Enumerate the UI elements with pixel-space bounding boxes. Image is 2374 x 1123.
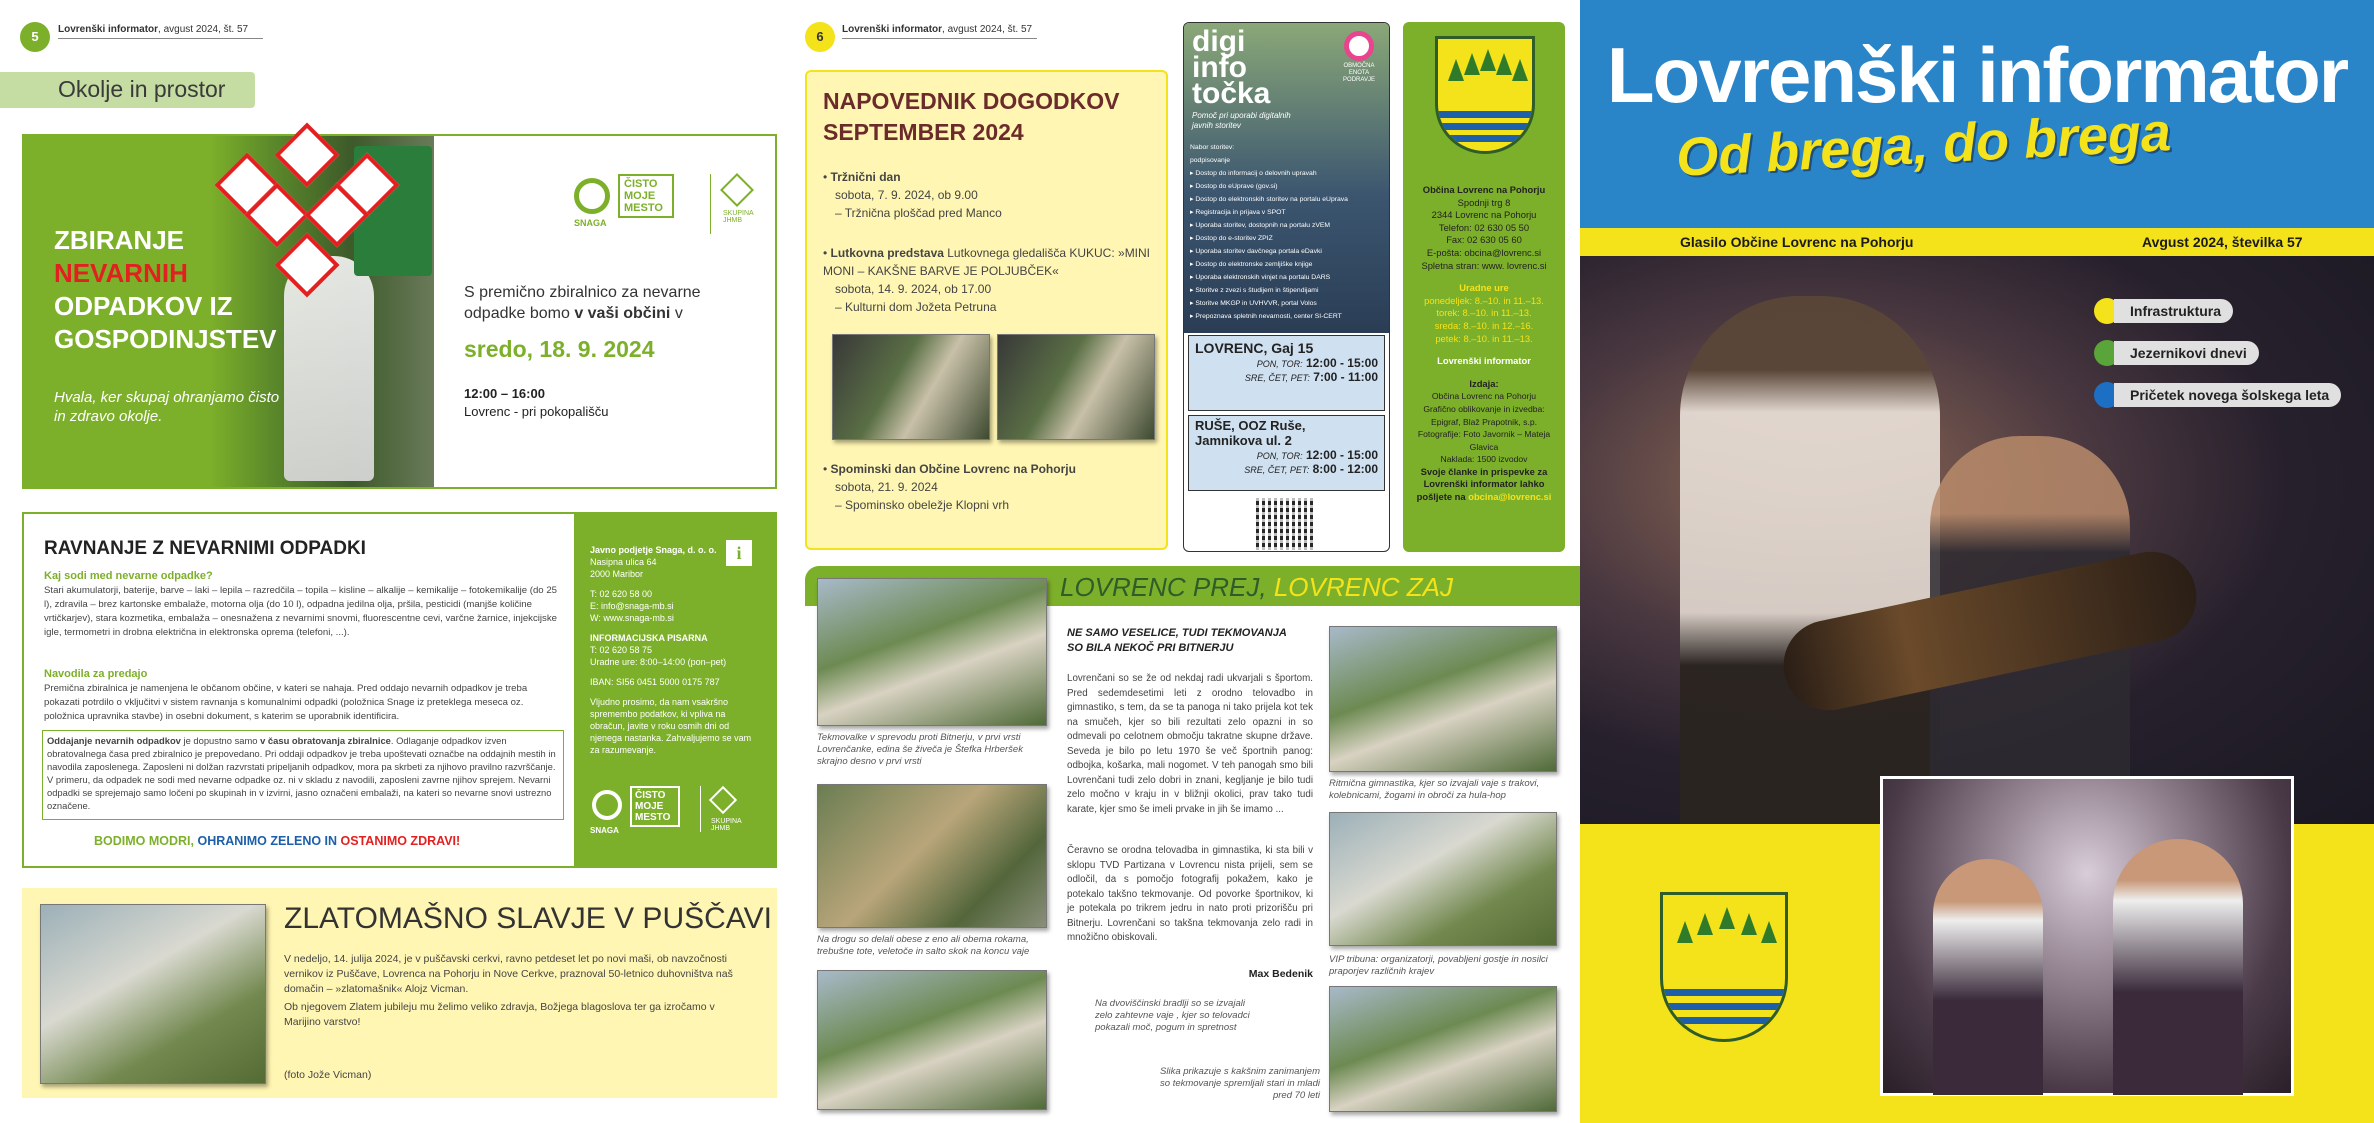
banner-time: 12:00 – 16:00 <box>464 386 545 401</box>
cover-page <box>1580 0 2374 1123</box>
banner-lead: S premično zbiralnico za nevarne odpadke bomo v vaši občini v <box>464 284 701 322</box>
topic-label: Jezernikovi dnevi <box>2114 341 2259 365</box>
cover-slogan: Od brega, do brega <box>1674 102 2173 188</box>
rules-highlight-box: Oddajanje nevarnih odpadkov je dopustno samo v času obratovanja zbiralnice. Odlaganje odpadkov izven obratovalnega časa pred zbiralnico je prepovedano. Pri oddaji odpadkov je treba upoštevati označbe na oddajnih mestih in navodila zaposlenega. Zaposleni ni dolžan razvrstati pripeljanih odpadkov, mora pa skrbeti za njihovo pravilno razvrščanje. V primeru, da odpadek ne sodi med nevarne odpadke oz. ni v skladu z navodili, zaposleni zavrne njihov sprejem. Nevarni odpadki se sprejemajo samo ločeni po skupinah in v izvirni, jasno označeni embalaži, na kateri so nevarne snovi ustrezno označene. <box>42 730 564 820</box>
history-text-1: Lovrenčani so se že od nekdaj radi ukvarjali s športom. Pred sedemdesetimi leti z orodno telovadbo in gimnastiko, s tem, da se ta panoga ni tako prijela kot tek na smučeh, kjer so bili rezultati zelo opazni in so odmevali po celotnem območju takratne skupne države. Seveda je bilo po letu 1970 še več športnih panog: odbojka, košarka, mali nogomet. V teh panogah smo bili Lovrenčani tudi zelo dobri in znani, kegljanje je bilo tudi zelo močno v kraju in v bližnji okolici, prav tako tudi karate, kjer smo še imeli prvake in jih še imamo ... <box>1067 673 1313 815</box>
cover-crest <box>1660 892 1788 1042</box>
bar-exercise-photo <box>817 784 1047 928</box>
crowd-photo <box>817 970 1047 1110</box>
banner-headline: ZBIRANJE NEVARNIH ODPADKOV IZ GOSPODINJSTEV <box>54 225 277 354</box>
snaga-logo: SNAGA ČISTO MOJE MESTO <box>574 174 684 234</box>
caption-4: VIP tribuna: organizatorji, povabljeni gostje in nosilci praporjev različnih krajev <box>1329 954 1548 977</box>
history-heading: NE SAMO VESELICE, TUDI TEKMOVANJA SO BILA NEKOČ PRI BITNERJU <box>1067 627 1287 654</box>
page-number: 5 <box>20 22 50 52</box>
jubilee-box <box>22 888 777 1098</box>
caption-5: Na dvoviščinski bradlji so se izvajali zelo zahtevne vaje , kjer so telovadci pokazali moč, pogum in spretnost <box>1095 998 1250 1033</box>
jubilee-text: V nedeljo, 14. julija 2024, je v puščavski cerkvi, ravno petdeset let po novi maši, ob navzočnosti vernikov iz Puščave, Lovrenca na Pohorju in Nove Cerkve, praznoval 50-letnico duhovništva naš domačin – »zlatomašnik« Alojz Vicman. <box>284 953 733 995</box>
qr-code <box>1256 498 1314 550</box>
rules-footer-logos: SNAGA ČISTO MOJE MESTO SKUPINA JHMB <box>590 784 760 844</box>
page-number: 6 <box>805 22 835 52</box>
history-author: Max Bedenik <box>1248 968 1313 980</box>
colophon <box>1403 22 1565 552</box>
history-article <box>805 566 1580 1123</box>
running-head: Lovrenški informator, avgust 2024, št. 57 <box>58 24 263 39</box>
digi-location-2: RUŠE, OOZ Ruše, Jamnikova ul. 2 PON, TOR: 12:00 - 15:00 SRE, ČET, PET: 8:00 - 12:00 <box>1188 415 1385 491</box>
cover-topics <box>2094 298 2354 408</box>
info-icon: i <box>726 540 752 566</box>
digi-location-1: LOVRENC, Gaj 15 PON, TOR: 12:00 - 15:00 SRE, ČET, PET: 7:00 - 11:00 <box>1188 335 1385 411</box>
banner-tagline: Hvala, ker skupaj ohranjamo čisto in zdravo okolje. <box>54 389 280 425</box>
jubilee-text-2: Ob njegovem Zlatem jubileju mu želimo veliko zdravja, Božjega blagoslova ter ga izročamo v Marijino varstvo! <box>284 1001 715 1028</box>
event-2: • Lutkovna predstava Lutkovnega gledališča KUKUC: »MINI MONI – KAKŠNE BARVE JE POLJUBČEK« sobota, 14. 9. 2024, ob 17.00 – Kulturni dom Jožeta Petruna <box>823 246 1151 314</box>
rules-h2: Navodila za predajo <box>44 668 148 680</box>
event-1: • Tržnični dan sobota, 7. 9. 2024, ob 9.00 – Tržnična ploščad pred Manco <box>823 170 1002 220</box>
digi-services: Nabor storitev: podpisovanje ▸ Dostop do informacij o delovnih upravah ▸ Dostop do eUprave (gov.si) ▸ Dostop do elektronskih storitev na portalu eUprava ▸ Registracija in prijava v SPOT ▸ Uporaba storitev, dostopnih na portalu zVEM ▸ Dostop do e-storitev ZPIZ ▸ Uporaba storitev davčnega portala eDavki ▸ Dostop do elektronske zemljiške knjige ▸ Uporaba elektronskih vinjet na portalu DARS ▸ Storitve z zvezi s študijem in štipendijami ▸ Storitve MKGP in UVHVVR, portal Volos ▸ Prepoznava spletnih nevarnosti, center SI-CERT <box>1190 144 1348 320</box>
jubilee-title: ZLATOMAŠNO SLAVJE V PUŠČAVI <box>284 902 772 935</box>
history-text-2: Čeravno se orodna telovadba in gimnastika, ki sta bili v sklopu TVD Partizana v Lovrencu nista prijeli, sem se odločil, da s pomočjo fotografij pokažem, kako je potekalo takšno tekmovanje. Od povorke športnikov, ki je potekala po trikrem jedru in nato proti prizorišču pri Bitnerju. Lovrenčani so takšna tekmovanja zelo radi in množično obiskovali. <box>1067 845 1313 943</box>
rules-slogan: BODIMO MODRI, OHRANIMO ZELENO IN OSTANIMO ZDRAVI! <box>94 834 461 848</box>
digi-org-logo: OBMOČNA ENOTA PODRAVJE <box>1334 31 1384 84</box>
puppet-photo-2 <box>997 334 1155 440</box>
rhythmic-gymnastics-photo <box>1329 626 1557 772</box>
vip-tribune-photo <box>1329 812 1557 946</box>
section-title: Okolje in prostor <box>58 76 226 102</box>
rules-contact: Javno podjetje Snaga, d. o. o. Nasipna ulica 64 2000 Maribor T: 02 620 58 00 E: info@snaga-mb.si W: www.snaga-mb.si INFORMACIJSKA PISARNA T: 02 620 58 75 Uradne ure: 8:00–14:00 (pon–pet) IBAN: SI56 0451 5000 0175 787 Vljudno prosimo, da nam vsakršno spremembo podatkov, ki vpliva na obračun, javite v roku osmih dni od njenega nastanka. Zahvaljujemo se vam za razumevanje. <box>590 545 752 755</box>
digi-subtitle: Pomoč pri uporabi digitalnih javnih storitev <box>1192 111 1291 130</box>
church-photo <box>40 904 266 1084</box>
events-title: NAPOVEDNIK DOGODKOV SEPTEMBER 2024 <box>823 88 1120 145</box>
spectators-photo <box>1329 986 1557 1112</box>
banner-place: Lovrenc - pri pokopališču <box>464 404 609 419</box>
puppet-photo-1 <box>832 334 990 440</box>
event-3: • Spominski dan Občine Lovrenc na Pohorju sobota, 21. 9. 2024 – Spominsko obeležje Klopni vrh <box>823 462 1076 512</box>
singer-figure <box>1680 296 1940 824</box>
parade-photo <box>817 578 1047 726</box>
hazard-banner <box>22 134 777 489</box>
caption-6: Slika prikazuje s kakšnim zanimanjem so tekmovanje spremljali stari in mladi pred 70 leti <box>1160 1066 1320 1101</box>
digi-info-box <box>1183 22 1390 552</box>
jubilee-credit: (foto Jože Vicman) <box>284 1069 372 1081</box>
rules-p2: Premična zbiralnica je namenjena le občanom občine, v kateri se nahaja. Pred oddajo nevarnih odpadkov je treba pokazati potrdilo o vključitvi v sistem ravnanja s komunalnimi odpadki (položnica Snage iz preteklega meseca oz. položnica upravnika stavbe) in osebni dokument, s katerim se uporabnik identificira. <box>44 683 528 722</box>
cover-subtitle-bar: Glasilo Občine Lovrenc na Pohorju Avgust 2024, številka 57 <box>1580 228 2374 256</box>
events-box <box>805 70 1168 550</box>
caption-3: Ritmična gimnastika, kjer so izvajali vaje s trakovi, kolebnicami, žogami in obroči za hula-hop <box>1329 778 1540 801</box>
caption-2: Na drogu so delali obese z eno ali obema rokama, trebušne tote, veletoče in salto skok na koncu vaje <box>817 934 1030 957</box>
rules-h1: Kaj sodi med nevarne odpadke? <box>44 570 213 582</box>
colophon-contacts: Občina Lovrenc na Pohorju Spodnji trg 8 2344 Lovrenc na Pohorju Telefon: 02 630 05 50 Fax: 02 630 05 60 E-pošta: obcina@lovrenc.si Spletna stran: www. lovrenc.si Uradne ure ponedeljek: 8.–10. in 11.–13. torek: 8.–10. in 11.–13. sreda: 8.–10. in 12.–16. petek: 8.–10. in 11.–13. Lovrenški informator Izdaja: Občina Lovrenc na Pohorju Grafično oblikovanje in izvedba: Epigraf, Blaž Prapotnik, s.p. Fotografije: Foto Javornik – Mateja Glavica Naklada: 1500 izvodov Svoje članke in prispevke za Lovrenški informator lahko pošljete na obcina@lovrenc.si <box>1416 184 1552 503</box>
history-title: LOVRENC PREJ, LOVRENC ZAJ <box>1060 572 1453 602</box>
running-head: Lovrenški informator, avgust 2024, št. 57 <box>842 24 1037 39</box>
digi-title: digi info točka <box>1192 25 1271 110</box>
page-5 <box>0 0 790 1123</box>
caption-1: Tekmovalke v sprevodu proti Bitnerju, v prvi vrsti Lovrenčanke, edina še živeča je Štefka Hrberšek skrajno desno v prvi vrsti <box>817 732 1023 767</box>
rules-p1: Stari akumulatorji, baterije, barve – laki – lepila – razredčila – topila – kisline – alkalije – kemikalije – fotokemikalije (do 25 l), zdravila – brez kartonske embalaže, motorna olja (do 10 l), odpadna jedilna olja, pršila, pesticidi (manjše količine vrtičkarjev), stara kozmetika, embalaža – onesnažena z nevarnimi snovmi, fluorescentne cevi, varčne žarnice, injekcijske igle, termometri in drobna električna in elektronska oprema (telefoni, ...). <box>44 585 557 638</box>
duo-photo <box>1880 776 2294 1096</box>
masthead: Lovrenški informator <box>1606 31 2348 119</box>
topic-label: Infrastruktura <box>2114 299 2233 323</box>
topic-label: Pričetek novega šolskega leta <box>2114 383 2341 407</box>
skupina-logo: SKUPINA JHMB <box>710 174 760 234</box>
banner-date: sredo, 18. 9. 2024 <box>464 336 655 362</box>
rules-box <box>22 512 777 868</box>
rules-title: RAVNANJE Z NEVARNIMI ODPADKI <box>44 538 366 559</box>
municipality-crest <box>1435 36 1535 154</box>
page-6 <box>790 0 1580 1123</box>
